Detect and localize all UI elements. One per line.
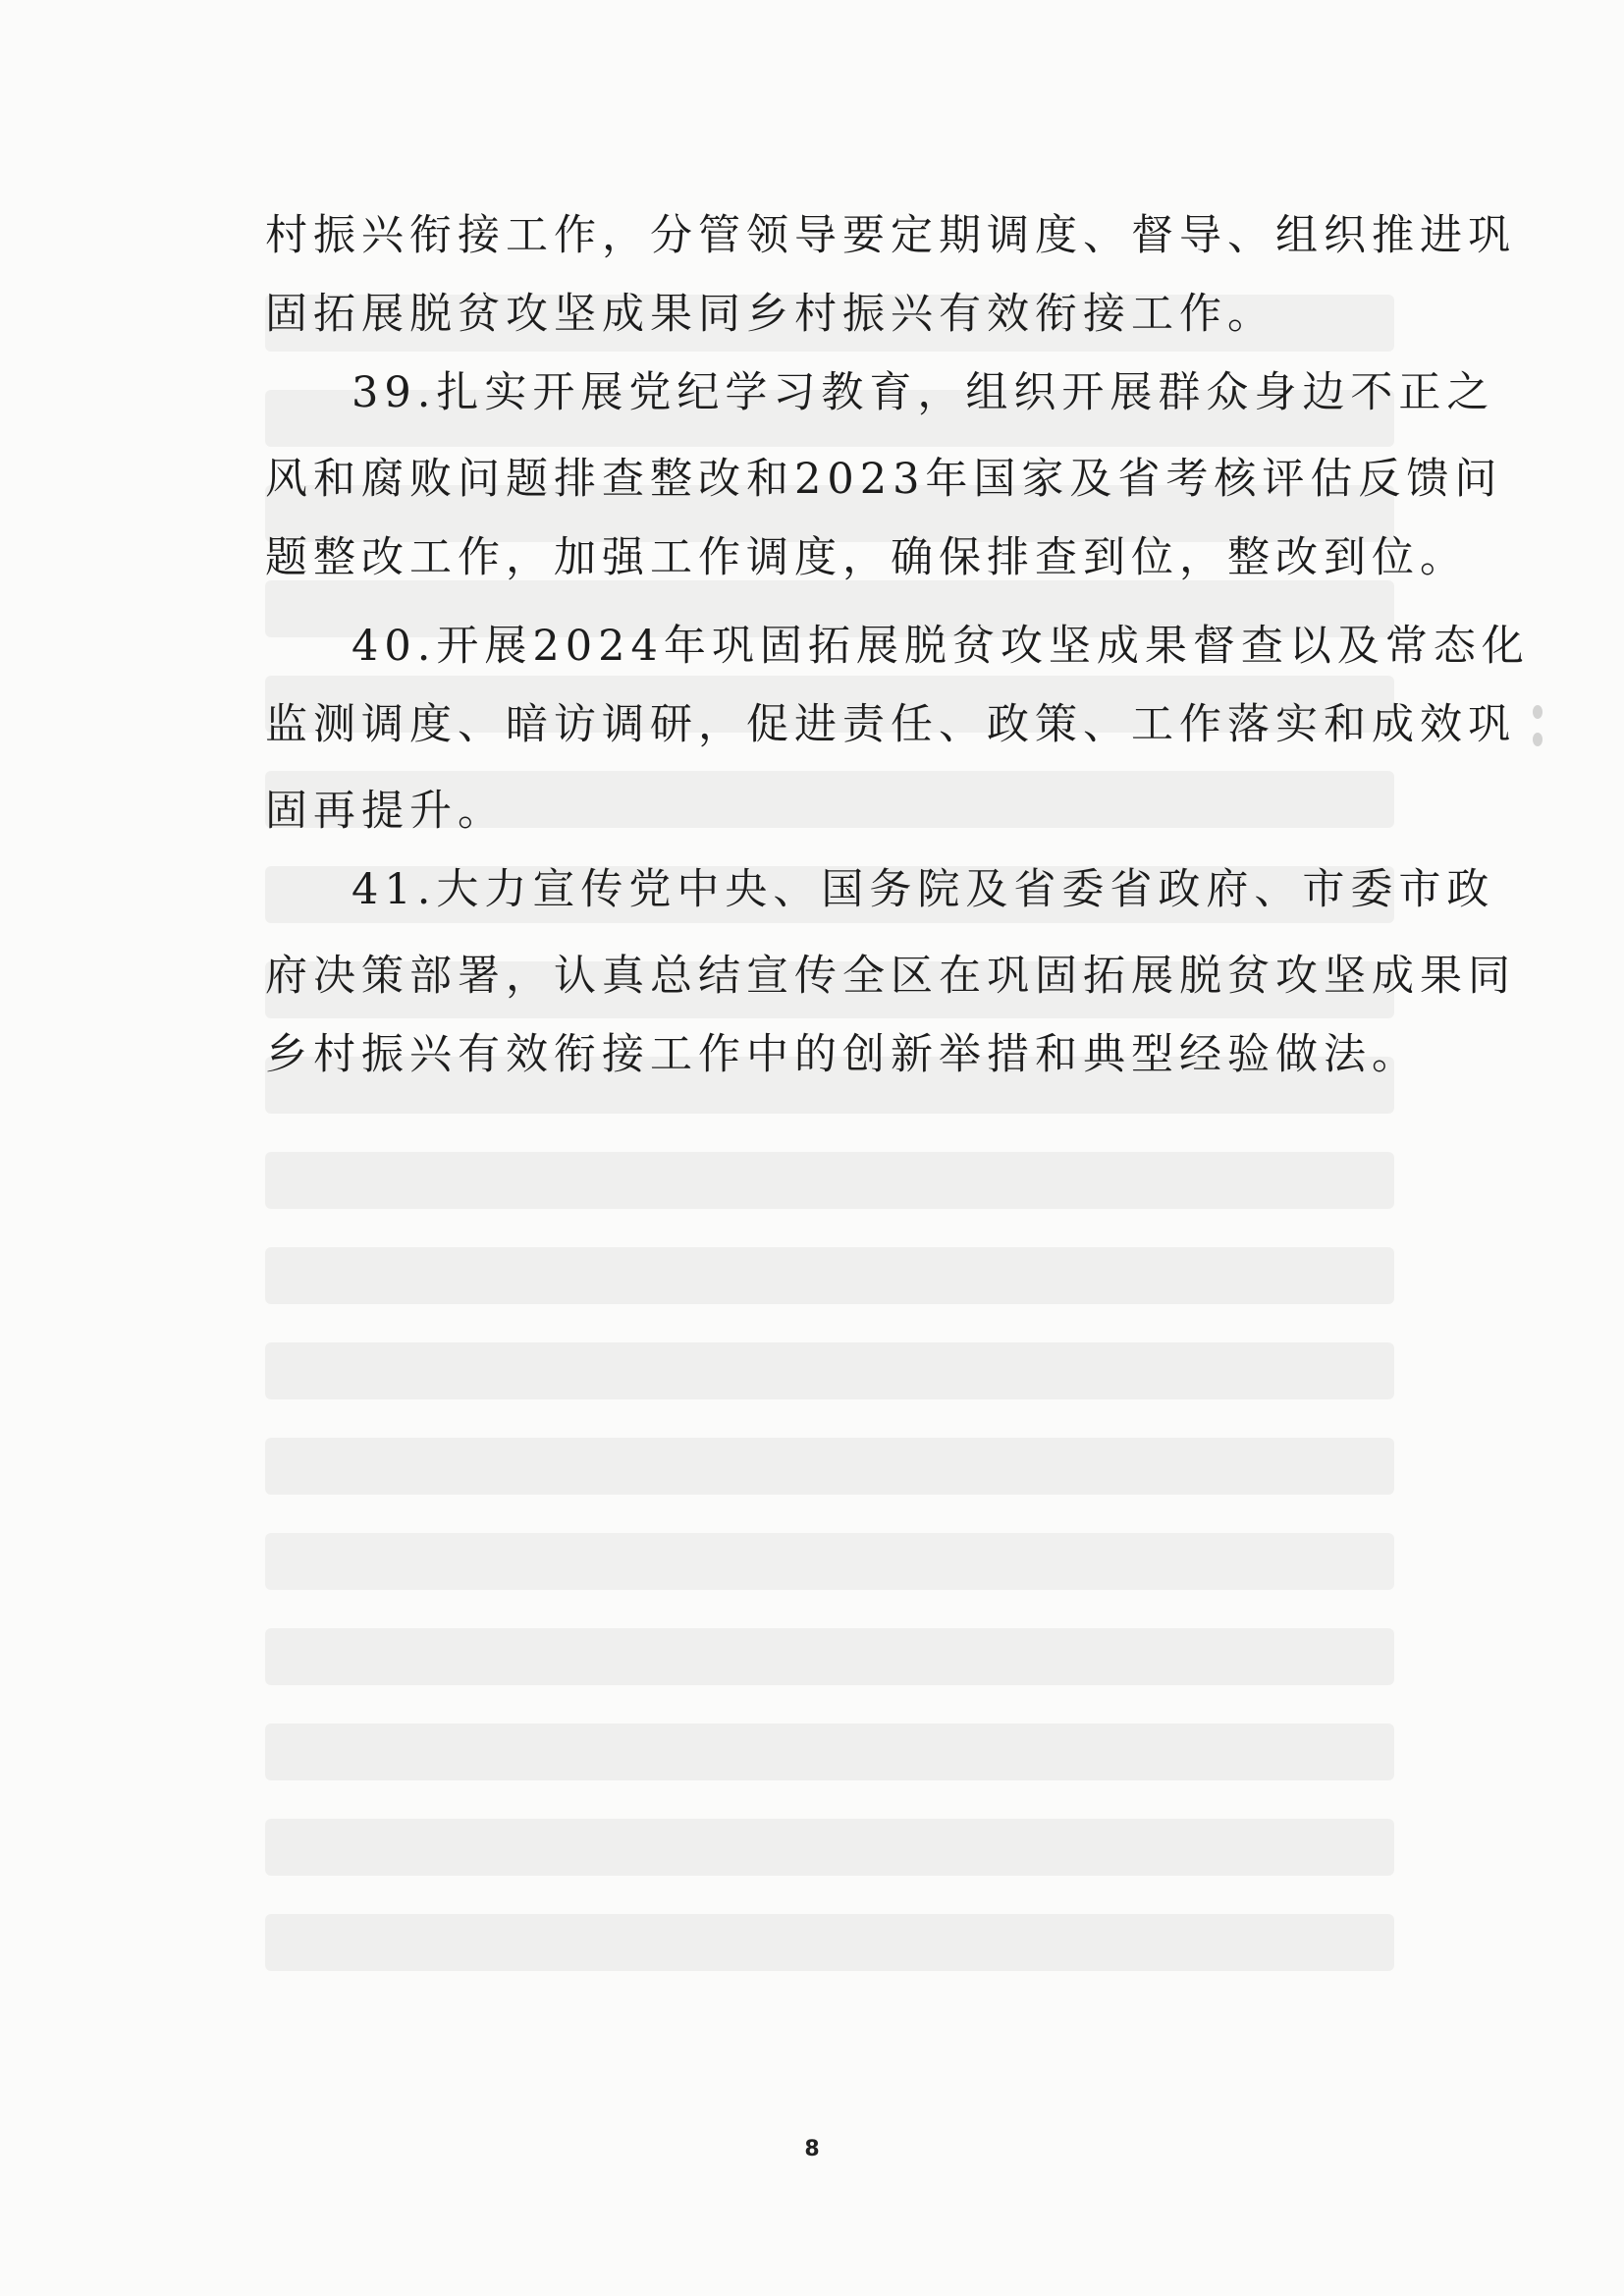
text-line: 府决策部署，认真总结宣传全区在巩固拓展脱贫攻坚成果同 — [265, 952, 1516, 1001]
scan-artifact-mark — [1529, 699, 1550, 778]
text-line: 固拓展脱贫攻坚成果同乡村振兴有效衔接工作。 — [265, 290, 1275, 339]
page-number: 8 — [804, 2137, 820, 2161]
text-line: 风和腐败问题排查整改和2023年国家及省考核评估反馈问 — [265, 455, 1503, 504]
paragraph-40-start: 40.开展2024年巩固拓展脱贫攻坚成果督查以及常态化 — [352, 622, 1530, 671]
text-line: 固再提升。 — [265, 787, 506, 836]
text-line: 乡村振兴有效衔接工作中的创新举措和典型经验做法。 — [265, 1030, 1420, 1079]
text-line: 监测调度、暗访调研，促进责任、政策、工作落实和成效巩 — [265, 700, 1516, 749]
text-line: 题整改工作，加强工作调度，确保排查到位，整改到位。 — [265, 533, 1468, 582]
text-line: 村振兴衔接工作，分管领导要定期调度、督导、组织推进巩 — [265, 211, 1516, 260]
paragraph-39-start: 39.扎实开展党纪学习教育，组织开展群众身边不正之 — [352, 368, 1495, 417]
paragraph-41-start: 41.大力宣传党中央、国务院及省委省政府、市委市政 — [352, 865, 1495, 914]
